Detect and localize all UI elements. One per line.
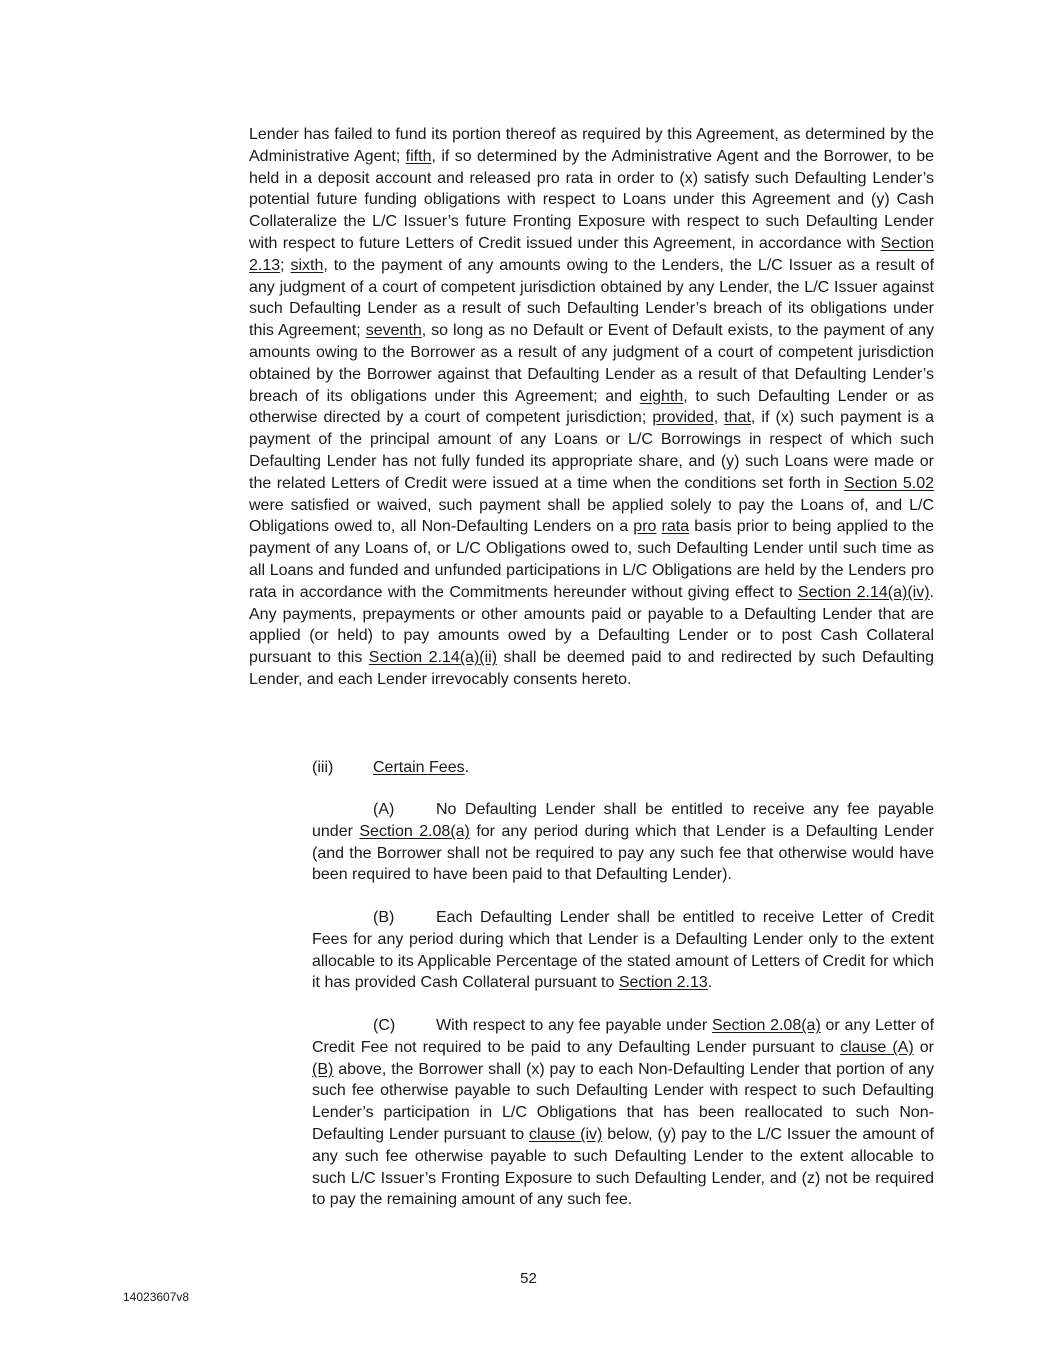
text-run: , to the payment of any amounts owing to the Lenders, the L/C Issuer as a result of any judgment of a court of competent jurisdiction obtained by any Lender, the L/C Issuer against such Defaulting Lender as a result of such Defaulting Lender’s breach of its obligations under this Agreement;	[249, 256, 935, 340]
text-run: or	[913, 1038, 935, 1056]
text-run: ;	[280, 256, 291, 274]
text-run: below, (y) pay to the L/C Issuer the amount of any such fee otherwise payable to such Defaulting Lender to the extent allocable to such L/C Issuer’s Fronting Exposure to such Defaulting Lender, and (z) not be required to pay the remaining amount of any such fee.	[312, 1125, 935, 1209]
text-run: shall be deemed paid to and redirected by such Defaulting Lender, and each Lender irrevocably consents hereto.	[249, 649, 935, 688]
underlined-term-pro: pro	[633, 518, 657, 536]
text-run: . Any payments, prepayments or other amounts paid or payable to a Defaulting Lender that are applied (or held) to pay amounts owed by a Defaulting Lender or to post Cash Collateral pursuant to this	[249, 583, 934, 667]
text-run: basis prior to being applied to the payment of any Loans of, or L/C Obligations owed to, such Defaulting Lender until such time as all Loans and funded and unfunded participations in L/C Obligations are held by the Lenders pro rata in accordance with the Commitments hereunder without giving effect to	[249, 518, 934, 601]
text-run: , if (x) such payment is a payment of the principal amount of any Loans or L/C Borrowings in respect of which such Defaulting Lender has not fully funded its appropriate share, and (y) such Loans were made or the related Letters of Credit were issued at a time when the conditions set forth in	[249, 409, 935, 492]
text-run: Each Defaulting Lender shall be entitled to receive Letter of Credit Fees for any period during which that Lender is a Defaulting Lender only to the extent allocable to its Applicable Percentage of the stated amount of Letters of Credit for which it has provided Cash Collateral pursuant to	[312, 909, 934, 992]
text-run: .	[707, 974, 713, 992]
clause-c-paragraph	[312, 1015, 934, 1211]
section-reference: Section 2.08(a)	[711, 1017, 821, 1034]
text-run: , if so determined by the Administrative Agent and the Borrower, to be held in a deposit account and released pro rata in order to (x) satisfy such Defaulting Lender’s potential future funding obligations with respect to Loans under this Agreement and (y) Cash Collateralize the L/C Issuer’s future Fronting Exposure with respect to such Defaulting Lender with respect to future Letters of Credit issued under this Agreement, in accordance with	[249, 147, 934, 252]
clause-label: (C)	[373, 1017, 396, 1034]
text-run: or any Letter of Credit Fee not required to be paid to any Defaulting Lender pursuant to	[312, 1017, 935, 1056]
text-run: above, the Borrower shall (x) pay to each Non-Defaulting Lender that portion of any such fee otherwise payable to such Defaulting Lender with respect to such Defaulting Lender’s participation in L/C Obligations that has been reallocated to such Non-Defaulting Lender pursuant to	[312, 1060, 934, 1143]
document-id: 14023607v8	[123, 1290, 190, 1304]
text-run: With respect to any fee payable under	[436, 1017, 712, 1034]
subsection-heading-iii	[312, 757, 934, 779]
section-reference: Section 2.08(a)	[359, 822, 470, 840]
section-reference: Section 5.02	[844, 474, 935, 492]
clause-a-paragraph	[312, 799, 934, 886]
section-reference: Section 2.14(a)(iv)	[797, 583, 930, 601]
section-reference: Section 2.13	[618, 974, 708, 992]
underlined-term-seventh: seventh	[365, 322, 422, 340]
text-run: , so long as no Default or Event of Default exists, to the payment of any amounts owing to the Borrower as a result of any judgment of a court of competent jurisdiction obtained by the Borrower against that Defaulting Lender as a result of that Defaulting Lender’s breach of its obligations under this Agreement; and	[249, 322, 934, 405]
clause-reference: clause (A)	[840, 1038, 914, 1056]
text-run: were satisfied or waived, such payment shall be applied solely to pay the Loans of, and L/C Obligations owed to, all Non-Defaulting Lenders on a	[249, 496, 934, 536]
text-run: No Defaulting Lender shall be entitled to receive any fee payable under	[312, 801, 934, 840]
clause-reference: clause (iv)	[529, 1125, 603, 1143]
underlined-term-rata: rata	[661, 518, 690, 536]
clause-b-paragraph	[312, 907, 934, 994]
clause-reference: (B)	[312, 1060, 334, 1078]
underlined-term-that: that	[724, 409, 751, 427]
page-number: 52	[520, 1270, 537, 1287]
underlined-term-fifth: fifth	[405, 147, 432, 165]
underlined-term-provided: provided	[652, 409, 714, 427]
clause-label: (B)	[373, 909, 395, 926]
underlined-term-eighth: eighth	[639, 387, 684, 405]
text-run: , to such Defaulting Lender or as otherwise directed by a court of competent jurisdiction;	[249, 387, 935, 427]
text-run: Lender has failed to fund its portion thereof as required by this Agreement, as determined by the Administrative Agent;	[249, 126, 934, 165]
clause-label: (A)	[373, 801, 395, 818]
text-run: ,	[713, 409, 725, 427]
section-reference: Section 2.13	[249, 234, 934, 274]
text-run: for any period during which that Lender is a Defaulting Lender (and the Borrower shall not be required to pay any such fee that otherwise would have been required to have been paid to that Defaulting Lender).	[312, 822, 934, 884]
underlined-term-sixth: sixth	[290, 256, 324, 274]
section-reference: Section 2.14(a)(ii)	[368, 649, 498, 667]
subsection-title: Certain Fees	[373, 759, 465, 776]
waterfall-paragraph	[249, 124, 934, 691]
subsection-number: (iii)	[312, 759, 334, 776]
text-run: .	[464, 759, 470, 776]
